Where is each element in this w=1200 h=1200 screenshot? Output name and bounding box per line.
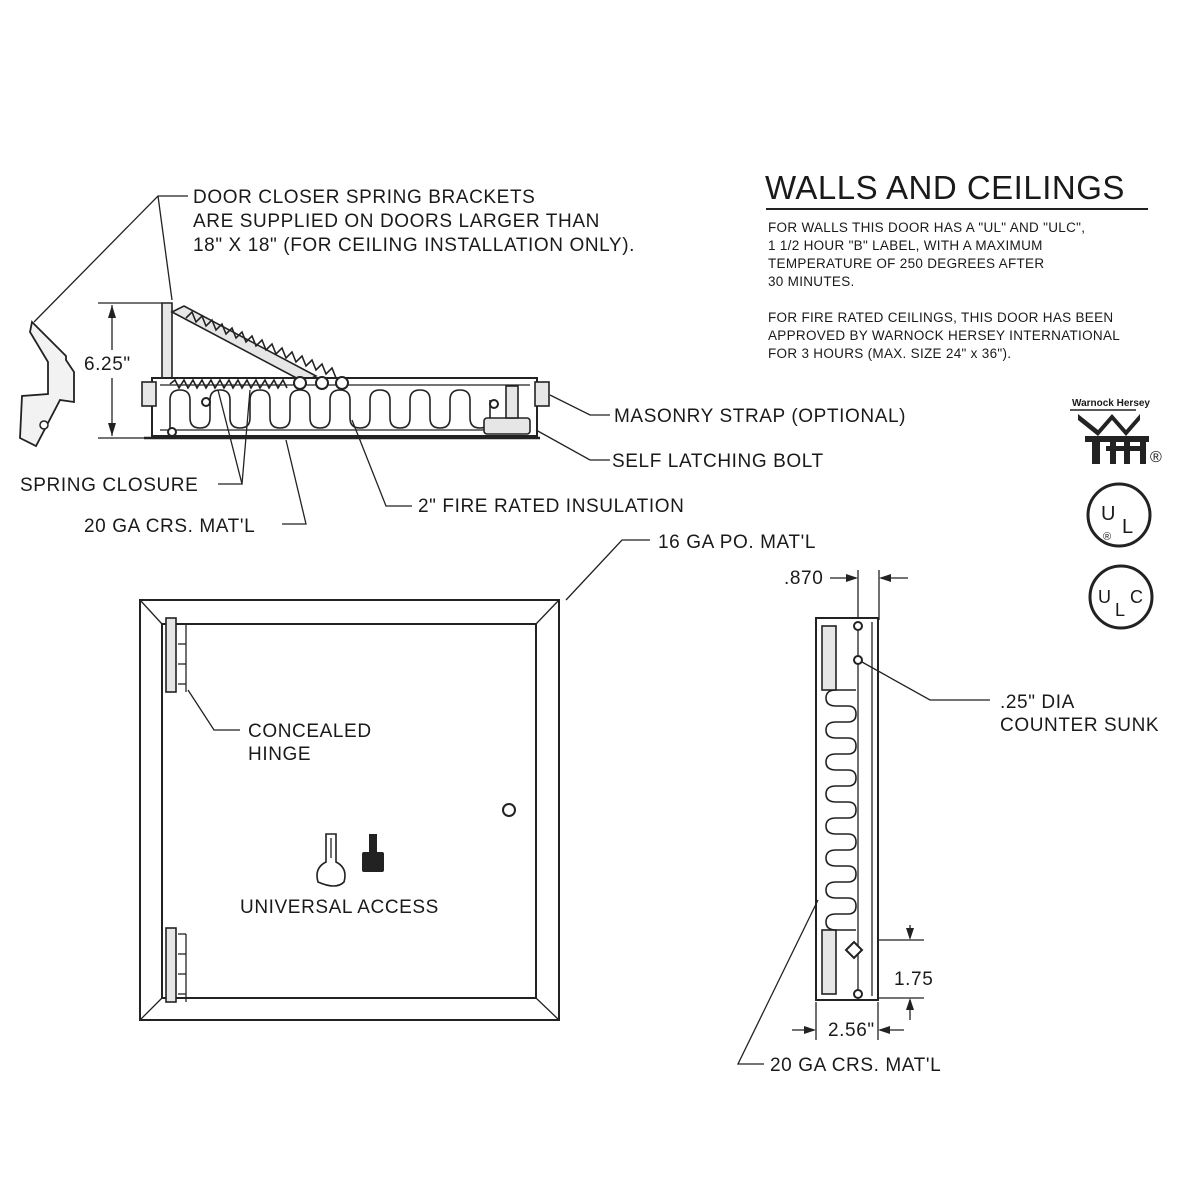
bottom-clip [822, 930, 836, 994]
svg-text:C: C [1130, 587, 1143, 607]
fire-insulation-label: 2" FIRE RATED INSULATION [418, 496, 685, 517]
latch-bolt [484, 418, 530, 434]
ceilings-text [768, 310, 1120, 361]
crs-top-leader [282, 440, 306, 524]
dim-175: 1.75 [894, 969, 934, 990]
crs-matl-bottom-label: 20 GA CRS. MAT'L [770, 1055, 942, 1076]
door-panel [162, 624, 536, 998]
warnock-hersey-logo [1070, 398, 1162, 466]
svg-text:FOR WALLS THIS DOOR HAS A "UL": FOR WALLS THIS DOOR HAS A "UL" AND "ULC", [768, 220, 1086, 235]
crs-bottom-leader [738, 900, 818, 1064]
masonry-strap-label: MASONRY STRAP (OPTIONAL) [614, 406, 907, 427]
po-matl-leader [566, 540, 650, 600]
closer-bracket-upright [162, 303, 172, 382]
self-latching-bolt-label: SELF LATCHING BOLT [612, 451, 824, 472]
svg-text:®: ® [1150, 449, 1162, 466]
pivot-1 [294, 377, 306, 389]
pivot-3 [336, 377, 348, 389]
svg-text:TEMPERATURE OF 250 DEGREES AFT: TEMPERATURE OF 250 DEGREES AFTER [768, 256, 1045, 271]
universal-access-label: UNIVERSAL ACCESS [240, 897, 439, 918]
svg-text:U: U [1101, 503, 1116, 525]
countersunk-leader [862, 662, 990, 700]
svg-text:Warnock Hersey: Warnock Hersey [1072, 398, 1150, 409]
dim-870: .870 [784, 568, 824, 589]
pivot-2 [316, 377, 328, 389]
svg-text:30 MINUTES.: 30 MINUTES. [768, 274, 855, 289]
masonry-leader [550, 395, 610, 415]
ul-logo [1088, 484, 1150, 546]
svg-text:1 1/2 HOUR "B" LABEL, WITH A M: 1 1/2 HOUR "B" LABEL, WITH A MAXIMUM [768, 238, 1043, 253]
ulc-logo [1090, 566, 1152, 628]
po-matl-label: 16 GA PO. MAT'L [658, 532, 816, 553]
frame-lip-right [535, 382, 549, 406]
spring-closure-label: SPRING CLOSURE [20, 475, 199, 496]
countersunk-label-2: COUNTER SUNK [1000, 715, 1160, 736]
latch-body [506, 386, 518, 418]
frame-lip-left [142, 382, 156, 406]
lock-cylinder [503, 804, 515, 816]
svg-text:FOR FIRE RATED CEILINGS, THIS: FOR FIRE RATED CEILINGS, THIS DOOR HAS BEEN [768, 310, 1114, 325]
svg-text:L: L [1115, 600, 1126, 620]
bracket-note-line2: ARE SUPPLIED ON DOORS LARGER THAN [193, 211, 600, 232]
svg-text:L: L [1122, 516, 1134, 538]
countersunk-label-1: .25" DIA [1000, 692, 1075, 713]
side-view [738, 568, 1159, 1076]
spec-block [765, 169, 1148, 361]
svg-text:APPROVED BY WARNOCK HERSEY INT: APPROVED BY WARNOCK HERSEY INTERNATIONAL [768, 328, 1121, 343]
bracket-leader-to-bracket [158, 196, 172, 300]
top-clip [822, 626, 836, 690]
concealed-hinge-label-1: CONCEALED [248, 721, 372, 742]
concealed-hinge-label-2: HINGE [248, 744, 312, 765]
bracket-note-line3: 18" X 18" (FOR CEILING INSTALLATION ONLY). [193, 235, 636, 256]
crs-matl-top-label: 20 GA CRS. MAT'L [84, 516, 256, 537]
height-dimension: 6.25" [84, 354, 131, 375]
svg-text:FOR 3 HOURS (MAX. SIZE 24" x 3: FOR 3 HOURS (MAX. SIZE 24" x 36"). [768, 346, 1012, 361]
dim-256: 2.56" [828, 1020, 875, 1041]
svg-text:U: U [1098, 587, 1111, 607]
latch-leader [536, 430, 610, 460]
front-elevation [140, 532, 816, 1020]
walls-text [768, 220, 1085, 289]
page-title: WALLS AND CEILINGS [765, 169, 1125, 206]
bracket-hole [40, 421, 48, 429]
svg-text:®: ® [1103, 531, 1112, 543]
bracket-note-line1: DOOR CLOSER SPRING BRACKETS [193, 187, 536, 208]
